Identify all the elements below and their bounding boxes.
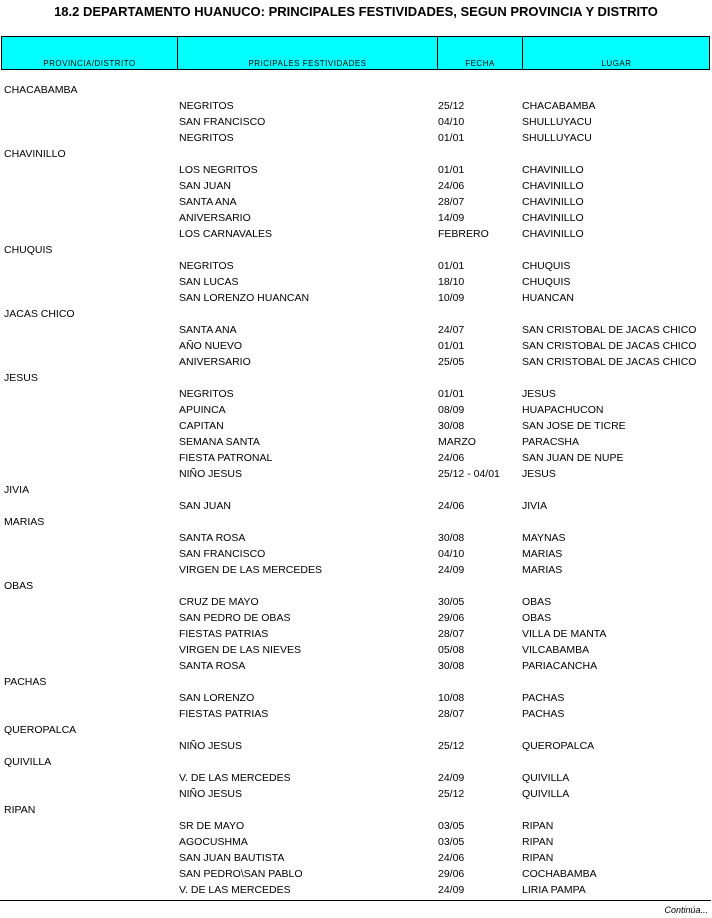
lugar-cell: QUEROPALCA — [522, 740, 595, 752]
province-row — [0, 802, 712, 818]
page-title: 18.2 DEPARTAMENTO HUANUCO: PRINCIPALES FESTIVIDADES, SEGUN PROVINCIA Y DISTRITO — [54, 4, 658, 19]
lugar-cell: QUIVILLA — [522, 788, 570, 800]
province-row — [0, 82, 712, 98]
province-row — [0, 242, 712, 258]
table-row — [0, 546, 712, 562]
table-row — [0, 626, 712, 642]
province-row — [0, 482, 712, 498]
table-row — [0, 258, 712, 274]
fecha-cell: 25/12 - 04/01 — [438, 468, 500, 480]
festividad-cell: APUINCA — [179, 404, 226, 416]
table-row — [0, 386, 712, 402]
fecha-cell: 01/01 — [438, 340, 465, 352]
festividad-cell: NIÑO JESUS — [179, 740, 243, 752]
fecha-cell: 30/08 — [438, 420, 465, 432]
province-row — [0, 754, 712, 770]
fecha-cell: 10/09 — [438, 292, 465, 304]
table-row — [0, 114, 712, 130]
lugar-cell: VILLA DE MANTA — [522, 628, 607, 640]
fecha-cell: 30/08 — [438, 660, 465, 672]
province-name: JESUS — [4, 372, 38, 384]
province-name: CHAVINILLO — [4, 148, 66, 160]
fecha-cell: 01/01 — [438, 132, 465, 144]
lugar-cell: PARACSHA — [522, 436, 579, 448]
festividad-cell: NEGRITOS — [179, 388, 234, 400]
lugar-cell: CHAVINILLO — [522, 164, 584, 176]
table-row — [0, 530, 712, 546]
festividad-cell: FIESTA PATRONAL — [179, 452, 273, 464]
lugar-cell: SHULLUYACU — [522, 116, 592, 128]
table-row — [0, 290, 712, 306]
festividad-cell: SAN JUAN — [179, 500, 231, 512]
festividad-cell: SAN JUAN BAUTISTA — [179, 852, 285, 864]
lugar-cell: JESUS — [522, 468, 556, 480]
festividad-cell: SAN JUAN — [179, 180, 231, 192]
festividad-cell: AGOCUSHMA — [179, 836, 248, 848]
province-row — [0, 370, 712, 386]
lugar-cell: HUANCAN — [522, 292, 574, 304]
lugar-cell: PARIACANCHA — [522, 660, 598, 672]
festividad-cell: CRUZ DE MAYO — [179, 596, 259, 608]
fecha-cell: 28/07 — [438, 708, 465, 720]
lugar-cell: VILCABAMBA — [522, 644, 590, 656]
festividad-cell: SR DE MAYO — [179, 820, 245, 832]
lugar-cell: HUAPACHUCON — [522, 404, 604, 416]
lugar-cell: QUIVILLA — [522, 772, 570, 784]
table-row — [0, 866, 712, 882]
lugar-cell: CHAVINILLO — [522, 212, 584, 224]
festividad-cell: SANTA ROSA — [179, 660, 246, 672]
fecha-cell: 18/10 — [438, 276, 465, 288]
lugar-cell: LIRIA PAMPA — [522, 884, 586, 896]
table-row — [0, 562, 712, 578]
festividad-cell: V. DE LAS MERCEDES — [179, 772, 291, 784]
festividad-cell: SANTA ANA — [179, 196, 237, 208]
province-name: CHUQUIS — [4, 244, 53, 256]
festividad-cell: ANIVERSARIO — [179, 212, 251, 224]
fecha-cell: 01/01 — [438, 260, 465, 272]
table-row — [0, 786, 712, 802]
fecha-cell: 24/09 — [438, 564, 465, 576]
lugar-cell: SAN CRISTOBAL DE JACAS CHICO — [522, 340, 697, 352]
fecha-cell: 24/06 — [438, 452, 465, 464]
fecha-cell: 04/10 — [438, 116, 465, 128]
table-row — [0, 690, 712, 706]
lugar-cell: PACHAS — [522, 692, 565, 704]
province-name: OBAS — [4, 580, 34, 592]
lugar-cell: CHAVINILLO — [522, 180, 584, 192]
table-row — [0, 178, 712, 194]
lugar-cell: SHULLUYACU — [522, 132, 592, 144]
festividad-cell: LOS CARNAVALES — [179, 228, 272, 240]
festividad-cell: SEMANA SANTA — [179, 436, 260, 448]
province-row — [0, 722, 712, 738]
province-name: QUEROPALCA — [4, 724, 77, 736]
province-row — [0, 578, 712, 594]
festividad-cell: LOS NEGRITOS — [179, 164, 258, 176]
table-row — [0, 850, 712, 866]
province-name: RIPAN — [4, 804, 36, 816]
fecha-cell: 25/12 — [438, 788, 465, 800]
lugar-cell: OBAS — [522, 612, 552, 624]
festividad-cell: V. DE LAS MERCEDES — [179, 884, 291, 896]
table-row — [0, 338, 712, 354]
festividad-cell: NEGRITOS — [179, 132, 234, 144]
lugar-cell: SAN JUAN DE NUPE — [522, 452, 624, 464]
table-row — [0, 498, 712, 514]
province-name: CHACABAMBA — [4, 84, 78, 96]
fecha-cell: FEBRERO — [438, 228, 489, 240]
fecha-cell: 05/08 — [438, 644, 465, 656]
province-name: PACHAS — [4, 676, 47, 688]
table-row — [0, 402, 712, 418]
table-row — [0, 818, 712, 834]
fecha-cell: 25/12 — [438, 100, 465, 112]
province-name: JACAS CHICO — [4, 308, 75, 320]
fecha-cell: 14/09 — [438, 212, 465, 224]
table-header — [1, 36, 710, 70]
fecha-cell: 24/07 — [438, 324, 465, 336]
table-row — [0, 658, 712, 674]
table-row — [0, 274, 712, 290]
fecha-cell: 01/01 — [438, 164, 465, 176]
lugar-cell: MARIAS — [522, 564, 563, 576]
fecha-cell: 29/06 — [438, 868, 465, 880]
fecha-cell: 24/06 — [438, 180, 465, 192]
table-row — [0, 450, 712, 466]
lugar-cell: JESUS — [522, 388, 556, 400]
festividad-cell: FIESTAS PATRIAS — [179, 628, 269, 640]
festividad-cell: SAN LUCAS — [179, 276, 239, 288]
fecha-cell: 29/06 — [438, 612, 465, 624]
lugar-cell: RIPAN — [522, 852, 554, 864]
festividad-cell: FIESTAS PATRIAS — [179, 708, 269, 720]
province-row — [0, 306, 712, 322]
fecha-cell: 03/05 — [438, 836, 465, 848]
table-row — [0, 162, 712, 178]
table-row — [0, 194, 712, 210]
festividad-cell: AÑO NUEVO — [179, 340, 243, 352]
festividad-cell: NEGRITOS — [179, 260, 234, 272]
fecha-cell: 08/09 — [438, 404, 465, 416]
festividad-cell: SANTA ROSA — [179, 532, 246, 544]
header-provincia-distrito: PROVINCIA/DISTRITO — [2, 37, 178, 69]
festividad-cell: CAPITAN — [179, 420, 224, 432]
lugar-cell: PACHAS — [522, 708, 565, 720]
province-name: MARIAS — [4, 516, 45, 528]
header-fecha: FECHA — [438, 37, 523, 69]
lugar-cell: CHUQUIS — [522, 260, 571, 272]
lugar-cell: SAN JOSE DE TICRE — [522, 420, 626, 432]
table-row — [0, 226, 712, 242]
festividad-cell: SAN PEDRO\SAN PABLO — [179, 868, 303, 880]
festividad-cell: SAN LORENZO HUANCAN — [179, 292, 310, 304]
fecha-cell: 24/09 — [438, 884, 465, 896]
fecha-cell: 24/09 — [438, 772, 465, 784]
lugar-cell: CHUQUIS — [522, 276, 571, 288]
lugar-cell: SAN CRISTOBAL DE JACAS CHICO — [522, 324, 697, 336]
festividad-cell: VIRGEN DE LAS MERCEDES — [179, 564, 322, 576]
province-row — [0, 674, 712, 690]
table-row — [0, 434, 712, 450]
fecha-cell: 28/07 — [438, 196, 465, 208]
festividad-cell: SAN LORENZO — [179, 692, 255, 704]
table-row — [0, 98, 712, 114]
province-name: QUIVILLA — [4, 756, 52, 768]
lugar-cell: OBAS — [522, 596, 552, 608]
table-row — [0, 354, 712, 370]
table-row — [0, 130, 712, 146]
fecha-cell: 10/08 — [438, 692, 465, 704]
table-row — [0, 610, 712, 626]
fecha-cell: 01/01 — [438, 388, 465, 400]
lugar-cell: JIVIA — [522, 500, 548, 512]
festividad-cell: NIÑO JESUS — [179, 788, 243, 800]
fecha-cell: 24/06 — [438, 500, 465, 512]
table-row — [0, 882, 712, 898]
fecha-cell: MARZO — [438, 436, 476, 448]
festividad-cell: ANIVERSARIO — [179, 356, 251, 368]
table-row — [0, 770, 712, 786]
lugar-cell: CHACABAMBA — [522, 100, 596, 112]
lugar-cell: CHAVINILLO — [522, 196, 584, 208]
table-row — [0, 642, 712, 658]
table-row — [0, 594, 712, 610]
province-name: JIVIA — [4, 484, 30, 496]
fecha-cell: 30/05 — [438, 596, 465, 608]
lugar-cell: MAYNAS — [522, 532, 566, 544]
province-row — [0, 514, 712, 530]
fecha-cell: 03/05 — [438, 820, 465, 832]
fecha-cell: 30/08 — [438, 532, 465, 544]
table-row — [0, 210, 712, 226]
lugar-cell: RIPAN — [522, 820, 554, 832]
festividad-cell: NEGRITOS — [179, 100, 234, 112]
bottom-divider — [0, 900, 711, 901]
lugar-cell: RIPAN — [522, 836, 554, 848]
festividad-cell: SAN FRANCISCO — [179, 116, 266, 128]
table-row — [0, 418, 712, 434]
fecha-cell: 28/07 — [438, 628, 465, 640]
table-row — [0, 466, 712, 482]
fecha-cell: 25/12 — [438, 740, 465, 752]
festividad-cell: SAN FRANCISCO — [179, 548, 266, 560]
lugar-cell: CHAVINILLO — [522, 228, 584, 240]
festividad-cell: VIRGEN DE LAS NIEVES — [179, 644, 301, 656]
fecha-cell: 04/10 — [438, 548, 465, 560]
festividad-cell: SAN PEDRO DE OBAS — [179, 612, 291, 624]
continua-label: Continúa... — [664, 905, 708, 915]
festividad-cell: NIÑO JESUS — [179, 468, 243, 480]
table-row — [0, 706, 712, 722]
festividad-cell: SANTA ANA — [179, 324, 237, 336]
lugar-cell: SAN CRISTOBAL DE JACAS CHICO — [522, 356, 697, 368]
table-row — [0, 738, 712, 754]
table-row — [0, 322, 712, 338]
header-festividades: PRICIPALES FESTIVIDADES — [178, 37, 438, 69]
province-row — [0, 146, 712, 162]
lugar-cell: MARIAS — [522, 548, 563, 560]
table-body — [0, 82, 712, 898]
header-lugar: LUGAR — [601, 59, 632, 68]
fecha-cell: 24/06 — [438, 852, 465, 864]
lugar-cell: COCHABAMBA — [522, 868, 597, 880]
fecha-cell: 25/05 — [438, 356, 465, 368]
table-row — [0, 834, 712, 850]
